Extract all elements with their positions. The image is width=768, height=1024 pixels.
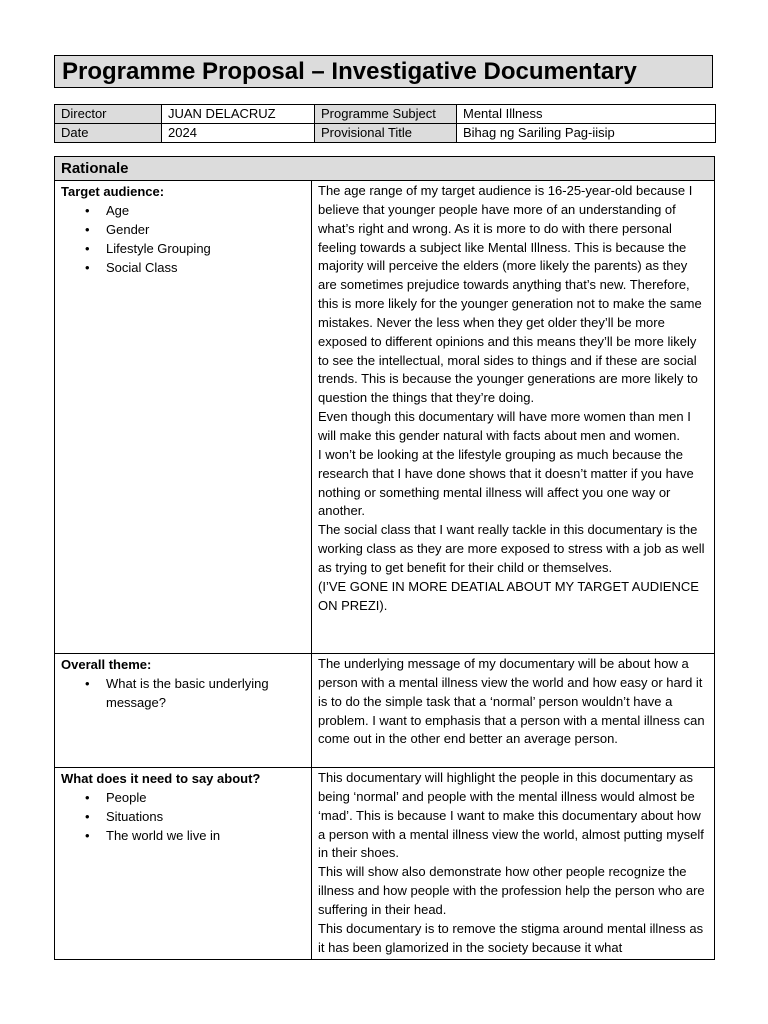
question-label: Target audience: — [61, 184, 165, 199]
info-table — [54, 104, 716, 143]
info-row — [55, 124, 716, 143]
answer-paragraph: The underlying message of my documentary will be about how a person with a mental illness view the world and how easy or hard it is to do the simple task that a ‘normal’ person wouldn’t have a problem. I want to emphasis that a person with a mental illness can come out in the other end better an average person. — [318, 656, 705, 747]
answer-cell — [312, 768, 714, 959]
bullet-item: • What is the basic underlying message? — [106, 674, 305, 712]
bullet-item: • People — [106, 788, 305, 807]
info-row — [55, 105, 716, 124]
answer-paragraph: (I’VE GONE IN MORE DEATIAL ABOUT MY TARGET AUDIENCE ON PREZI). — [318, 578, 699, 613]
rationale-heading: Rationale — [55, 157, 714, 181]
question-label: Overall theme: — [61, 657, 152, 672]
bullet-item: • Gender — [106, 220, 305, 239]
provisional-title-label: Provisional Title — [315, 124, 457, 143]
question-label: What does it need to say about? — [61, 771, 261, 786]
date-value: 2024 — [162, 124, 315, 143]
rationale-row-what-to-say — [55, 768, 714, 959]
bullet-item: • Situations — [106, 807, 305, 826]
rationale-table — [54, 156, 715, 960]
rationale-row-overall-theme — [55, 654, 714, 768]
answer-paragraph: This documentary will highlight the people in this documentary as being ‘normal’ and people with the mental illness would almost be ‘mad’. This is because I want to make this documentary about how a person with a mental illness view the world, almost putting myself in their shoes. — [318, 770, 704, 861]
bullet-item: • Lifestyle Grouping — [106, 239, 305, 258]
bullet-list — [61, 674, 305, 712]
director-value: JUAN DELACRUZ — [162, 105, 315, 124]
provisional-title-value: Bihag ng Sariling Pag-iisip — [457, 124, 716, 143]
date-label: Date — [55, 124, 162, 143]
answer-paragraph: The social class that I want really tackle in this documentary is the working class as they are more exposed to stress with a job as well as trying to get benefit for their child or themselves. — [318, 522, 705, 575]
bullet-item: • Social Class — [106, 258, 305, 277]
answer-paragraph: I won’t be looking at the lifestyle grouping as much because the research that I have done shows that it doesn’t matter if you have nothing or something mental illness will affect you one way or another. — [318, 446, 694, 519]
answer-cell — [312, 181, 714, 653]
answer-paragraph: The age range of my target audience is 16-25-year-old because I believe that younger people have more of an understanding of what’s right and wrong. As it is more to do with there personal feeling towards a subject like Mental Illness. This is because the majority will perceive the elders (more likely the parents) as they are sometimes prejudice towards anything that’s new. Therefore, this is more likely for the younger generation not to make the same mistakes. Never the less when they get older they’ll be more exposed to different opinions and this means they’ll be more likely to see the intellectual, moral sides to things and if these are social trends. This is because the younger generations are more likely to question the things that they’re doing. — [318, 183, 702, 406]
question-cell — [55, 181, 312, 653]
question-cell — [55, 654, 312, 767]
answer-cell — [312, 654, 714, 767]
answer-paragraph: This will show also demonstrate how other people recognize the illness and how people with the profession help the person who are suffering in their head. — [318, 864, 705, 917]
page-title: Programme Proposal – Investigative Documentary — [54, 55, 713, 88]
bullet-item: • The world we live in — [106, 826, 305, 845]
bullet-list — [61, 788, 305, 845]
director-label: Director — [55, 105, 162, 124]
subject-label: Programme Subject — [315, 105, 457, 124]
answer-paragraph: Even though this documentary will have more women than men I will make this gender natural with facts about men and women. — [318, 409, 691, 443]
subject-value: Mental Illness — [457, 105, 716, 124]
question-cell — [55, 768, 312, 959]
bullet-list — [61, 201, 305, 277]
rationale-row-target-audience — [55, 181, 714, 654]
bullet-item: • Age — [106, 201, 305, 220]
answer-paragraph: This documentary is to remove the stigma around mental illness as it has been glamorized in the society because it what — [318, 920, 704, 955]
